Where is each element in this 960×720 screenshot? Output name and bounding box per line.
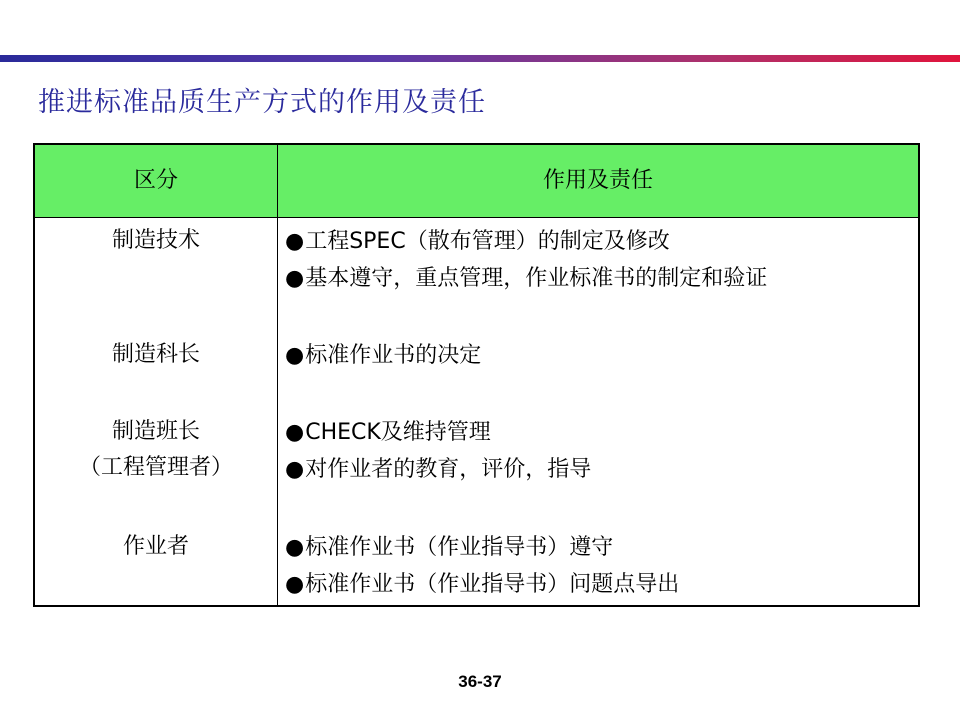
duty-item: ●CHECK及维持管理 [285, 420, 491, 445]
bullet-icon: ● [285, 572, 305, 597]
bullet-icon: ● [285, 420, 305, 445]
role-manufacturing-tech [35, 223, 277, 259]
role-manufacturing-team-leader [35, 414, 277, 486]
duty-item: ●标准作业书的决定 [285, 343, 482, 368]
bullet-icon: ● [285, 266, 305, 291]
page-number: 36-37 [458, 672, 502, 691]
bullet-icon: ● [285, 535, 305, 560]
role-operator [35, 529, 277, 565]
role-label: 作业者 [122, 534, 189, 559]
role-label: 制造班长 [111, 419, 200, 444]
header-category: 区分 [133, 168, 178, 193]
duty-item: ●对作业者的教育，评价，指导 [285, 457, 592, 482]
role-label: 制造科长 [111, 342, 200, 367]
duties-manufacturing-tech [285, 223, 915, 297]
bullet-icon: ● [285, 457, 305, 482]
duty-item: ●标准作业书（作业指导书）问题点导出 [285, 572, 680, 597]
column-divider [277, 145, 278, 605]
table-header-row [35, 145, 918, 218]
duty-item: ●标准作业书（作业指导书）遵守 [285, 535, 614, 560]
duties-operator [285, 529, 915, 603]
role-sublabel: （工程管理者） [78, 455, 233, 480]
responsibility-table [33, 143, 920, 607]
bullet-icon: ● [285, 229, 305, 254]
role-manufacturing-section-chief [35, 337, 277, 373]
page-title: 推进标准品质生产方式的作用及责任 [38, 87, 486, 118]
role-label: 制造技术 [111, 228, 200, 253]
duties-manufacturing-team-leader [285, 414, 915, 488]
top-gradient-bar [0, 55, 960, 62]
duties-manufacturing-section-chief [285, 337, 915, 374]
header-role-responsibility: 作用及责任 [542, 168, 653, 193]
bullet-icon: ● [285, 343, 305, 368]
duty-item: ●工程SPEC（散布管理）的制定及修改 [285, 229, 670, 254]
duty-item: ●基本遵守，重点管理，作业标准书的制定和验证 [285, 266, 768, 291]
